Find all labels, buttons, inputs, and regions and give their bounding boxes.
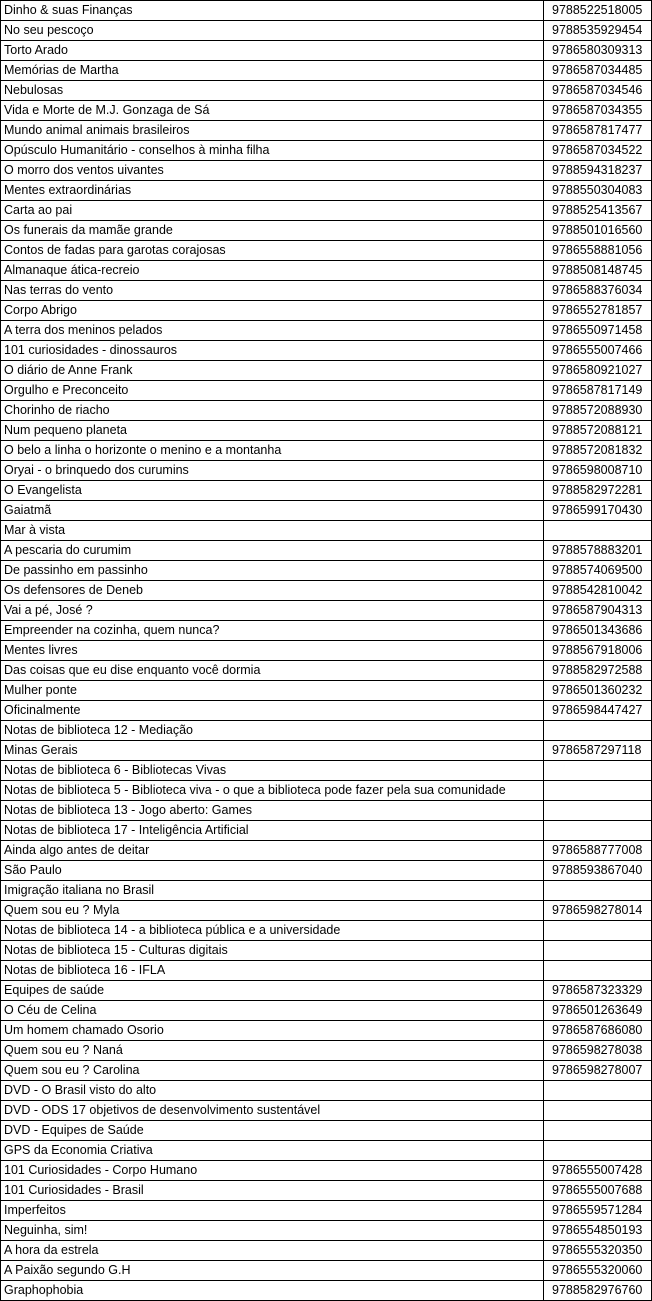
table-row <box>1 481 652 501</box>
isbn-cell[interactable]: 9786580309313 <box>544 41 652 61</box>
table-row <box>1 21 652 41</box>
table-row <box>1 321 652 341</box>
table-row <box>1 601 652 621</box>
book-title-cell[interactable]: Mar à vista <box>1 521 544 541</box>
book-title-cell[interactable]: Notas de biblioteca 16 - IFLA <box>1 961 544 981</box>
book-title-cell[interactable]: Mentes livres <box>1 641 544 661</box>
book-title-cell[interactable]: A pescaria do curumim <box>1 541 544 561</box>
table-row <box>1 801 652 821</box>
book-title-cell[interactable]: O Evangelista <box>1 481 544 501</box>
isbn-cell[interactable]: 9786588376034 <box>544 281 652 301</box>
table-row <box>1 361 652 381</box>
isbn-cell[interactable]: 9788525413567 <box>544 201 652 221</box>
isbn-cell[interactable]: 9788574069500 <box>544 561 652 581</box>
isbn-cell[interactable]: 9786552781857 <box>544 301 652 321</box>
book-title-cell[interactable]: Num pequeno planeta <box>1 421 544 441</box>
book-title-cell[interactable]: Opúsculo Humanitário - conselhos à minha filha <box>1 141 544 161</box>
book-title-cell[interactable]: Vai a pé, José ? <box>1 601 544 621</box>
book-title-cell[interactable]: Almanaque ática-recreio <box>1 261 544 281</box>
book-title-cell[interactable]: Oryai - o brinquedo dos curumins <box>1 461 544 481</box>
table-row <box>1 661 652 681</box>
isbn-cell[interactable]: 9788582972588 <box>544 661 652 681</box>
table-row <box>1 221 652 241</box>
table-row <box>1 61 652 81</box>
table-row <box>1 701 652 721</box>
isbn-cell[interactable]: 9786580921027 <box>544 361 652 381</box>
book-title-cell[interactable]: O diário de Anne Frank <box>1 361 544 381</box>
table-row <box>1 41 652 61</box>
table-row <box>1 921 652 941</box>
table-row <box>1 781 652 801</box>
table-row <box>1 121 652 141</box>
table-row <box>1 681 652 701</box>
table-row <box>1 621 652 641</box>
isbn-cell[interactable]: 9786587686080 <box>544 1021 652 1041</box>
book-title-cell[interactable]: Minas Gerais <box>1 741 544 761</box>
isbn-cell[interactable] <box>544 801 652 821</box>
isbn-cell[interactable] <box>544 1101 652 1121</box>
table-row <box>1 301 652 321</box>
table-row <box>1 281 652 301</box>
book-title-cell[interactable]: 101 curiosidades - dinossauros <box>1 341 544 361</box>
table-row <box>1 821 652 841</box>
isbn-cell[interactable]: 9788522518005 <box>544 1 652 21</box>
book-title-cell[interactable]: Equipes de saúde <box>1 981 544 1001</box>
book-title-cell[interactable]: Mulher ponte <box>1 681 544 701</box>
table-row <box>1 341 652 361</box>
isbn-cell[interactable]: 9788572088121 <box>544 421 652 441</box>
table-row <box>1 581 652 601</box>
table-row <box>1 461 652 481</box>
book-title-cell[interactable]: Notas de biblioteca 15 - Culturas digitais <box>1 941 544 961</box>
book-title-cell[interactable]: DVD - O Brasil visto do alto <box>1 1081 544 1101</box>
isbn-cell[interactable] <box>544 961 652 981</box>
table-row <box>1 521 652 541</box>
table-row <box>1 941 652 961</box>
isbn-cell[interactable]: 9786501263649 <box>544 1001 652 1021</box>
book-title-cell[interactable]: Chorinho de riacho <box>1 401 544 421</box>
isbn-cell[interactable]: 9786587297118 <box>544 741 652 761</box>
isbn-cell[interactable]: 9786555320350 <box>544 1241 652 1261</box>
isbn-cell[interactable]: 9786587817477 <box>544 121 652 141</box>
book-title-cell[interactable]: Torto Arado <box>1 41 544 61</box>
book-title-cell[interactable]: Notas de biblioteca 12 - Mediação <box>1 721 544 741</box>
isbn-cell[interactable] <box>544 761 652 781</box>
table-row <box>1 261 652 281</box>
book-title-cell[interactable]: 101 Curiosidades - Corpo Humano <box>1 1161 544 1181</box>
isbn-cell[interactable]: 9788501016560 <box>544 221 652 241</box>
book-title-cell[interactable]: Gaiatmã <box>1 501 544 521</box>
isbn-cell[interactable]: 9788593867040 <box>544 861 652 881</box>
table-row <box>1 1061 652 1081</box>
book-title-cell[interactable]: Notas de biblioteca 17 - Inteligência Artificial <box>1 821 544 841</box>
book-title-cell[interactable]: Quem sou eu ? Naná <box>1 1041 544 1061</box>
book-title-cell[interactable]: Dinho & suas Finanças <box>1 1 544 21</box>
book-title-cell[interactable]: Um homem chamado Osorio <box>1 1021 544 1041</box>
table-row <box>1 1121 652 1141</box>
table-row <box>1 1 652 21</box>
table-row <box>1 441 652 461</box>
book-title-cell[interactable]: Notas de biblioteca 5 - Biblioteca viva - o que a biblioteca pode fazer pela sua comunidade <box>1 781 544 801</box>
isbn-cell[interactable]: 9786599170430 <box>544 501 652 521</box>
isbn-cell[interactable]: 9786559571284 <box>544 1201 652 1221</box>
table-row <box>1 101 652 121</box>
table-row <box>1 1001 652 1021</box>
book-title-cell[interactable]: Notas de biblioteca 6 - Bibliotecas Vivas <box>1 761 544 781</box>
table-row <box>1 161 652 181</box>
book-title-cell[interactable]: Quem sou eu ? Carolina <box>1 1061 544 1081</box>
isbn-cell[interactable]: 9786587034355 <box>544 101 652 121</box>
book-title-cell[interactable]: DVD - ODS 17 objetivos de desenvolvimento sustentável <box>1 1101 544 1121</box>
book-title-cell[interactable]: Das coisas que eu dise enquanto você dormia <box>1 661 544 681</box>
isbn-cell[interactable]: 9788567918006 <box>544 641 652 661</box>
book-title-cell[interactable]: Os defensores de Deneb <box>1 581 544 601</box>
book-title-cell[interactable]: A terra dos meninos pelados <box>1 321 544 341</box>
isbn-cell[interactable]: 9788582976760 <box>544 1281 652 1301</box>
table-row <box>1 981 652 1001</box>
isbn-cell[interactable]: 9786588777008 <box>544 841 652 861</box>
table-row <box>1 561 652 581</box>
table-row <box>1 541 652 561</box>
book-title-cell[interactable]: Imigração italiana no Brasil <box>1 881 544 901</box>
isbn-cell[interactable]: 9788542810042 <box>544 581 652 601</box>
table-row <box>1 721 652 741</box>
book-title-cell[interactable]: Neguinha, sim! <box>1 1221 544 1241</box>
isbn-cell[interactable]: 9786501360232 <box>544 681 652 701</box>
table-row <box>1 901 652 921</box>
isbn-cell[interactable] <box>544 521 652 541</box>
book-title-cell[interactable]: O belo a linha o horizonte o menino e a montanha <box>1 441 544 461</box>
book-title-cell[interactable]: O Céu de Celina <box>1 1001 544 1021</box>
isbn-cell[interactable]: 9788578883201 <box>544 541 652 561</box>
isbn-cell[interactable]: 9786550971458 <box>544 321 652 341</box>
book-title-cell[interactable]: Notas de biblioteca 13 - Jogo aberto: Games <box>1 801 544 821</box>
table-row <box>1 1201 652 1221</box>
isbn-cell[interactable] <box>544 721 652 741</box>
table-row <box>1 1281 652 1301</box>
table-row <box>1 761 652 781</box>
book-title-cell[interactable]: Imperfeitos <box>1 1201 544 1221</box>
book-title-cell[interactable]: Vida e Morte de M.J. Gonzaga de Sá <box>1 101 544 121</box>
isbn-cell[interactable]: 9786558881056 <box>544 241 652 261</box>
isbn-cell[interactable]: 9788550304083 <box>544 181 652 201</box>
book-title-cell[interactable]: O morro dos ventos uivantes <box>1 161 544 181</box>
isbn-cell[interactable]: 9788572081832 <box>544 441 652 461</box>
book-title-cell[interactable]: No seu pescoço <box>1 21 544 41</box>
isbn-cell[interactable]: 9788535929454 <box>544 21 652 41</box>
isbn-cell[interactable]: 9786598278014 <box>544 901 652 921</box>
book-title-cell[interactable]: De passinho em passinho <box>1 561 544 581</box>
isbn-cell[interactable]: 9786555007466 <box>544 341 652 361</box>
table-row <box>1 641 652 661</box>
isbn-cell[interactable] <box>544 1121 652 1141</box>
isbn-cell[interactable]: 9786554850193 <box>544 1221 652 1241</box>
isbn-cell[interactable]: 9786598278007 <box>544 1061 652 1081</box>
table-row <box>1 81 652 101</box>
isbn-cell[interactable] <box>544 781 652 801</box>
table-row <box>1 1081 652 1101</box>
table-row <box>1 1261 652 1281</box>
book-title-cell[interactable]: Nebulosas <box>1 81 544 101</box>
isbn-cell[interactable] <box>544 1081 652 1101</box>
isbn-cell[interactable]: 9788572088930 <box>544 401 652 421</box>
book-title-cell[interactable]: Notas de biblioteca 14 - a biblioteca pública e a universidade <box>1 921 544 941</box>
book-title-cell[interactable]: Oficinalmente <box>1 701 544 721</box>
isbn-cell[interactable]: 9786587034522 <box>544 141 652 161</box>
table-row <box>1 861 652 881</box>
isbn-cell[interactable]: 9786587034485 <box>544 61 652 81</box>
book-title-cell[interactable]: GPS da Economia Criativa <box>1 1141 544 1161</box>
table-row <box>1 1221 652 1241</box>
table-row <box>1 1021 652 1041</box>
table-row <box>1 181 652 201</box>
book-title-cell[interactable]: 101 Curiosidades - Brasil <box>1 1181 544 1201</box>
book-title-cell[interactable]: Nas terras do vento <box>1 281 544 301</box>
book-title-cell[interactable]: A Paixão segundo G.H <box>1 1261 544 1281</box>
table-row <box>1 881 652 901</box>
book-title-cell[interactable]: Memórias de Martha <box>1 61 544 81</box>
book-title-cell[interactable]: Quem sou eu ? Myla <box>1 901 544 921</box>
isbn-cell[interactable] <box>544 821 652 841</box>
isbn-cell[interactable] <box>544 1141 652 1161</box>
isbn-cell[interactable]: 9786587904313 <box>544 601 652 621</box>
table-row <box>1 961 652 981</box>
table-body <box>1 1 652 1301</box>
table-row <box>1 841 652 861</box>
isbn-cell[interactable]: 9786555007428 <box>544 1161 652 1181</box>
book-title-cell[interactable]: Graphophobia <box>1 1281 544 1301</box>
isbn-cell[interactable] <box>544 941 652 961</box>
isbn-cell[interactable]: 9786555007688 <box>544 1181 652 1201</box>
table-row <box>1 201 652 221</box>
isbn-cell[interactable]: 9786598278038 <box>544 1041 652 1061</box>
table-row <box>1 1181 652 1201</box>
table-row <box>1 501 652 521</box>
table-row <box>1 141 652 161</box>
isbn-cell[interactable]: 9788508148745 <box>544 261 652 281</box>
table-row <box>1 401 652 421</box>
isbn-cell[interactable]: 9786598447427 <box>544 701 652 721</box>
isbn-cell[interactable]: 9788594318237 <box>544 161 652 181</box>
book-title-cell[interactable]: Ainda algo antes de deitar <box>1 841 544 861</box>
table-row <box>1 741 652 761</box>
isbn-cell[interactable]: 9786555320060 <box>544 1261 652 1281</box>
isbn-cell[interactable]: 9786587034546 <box>544 81 652 101</box>
isbn-cell[interactable]: 9786501343686 <box>544 621 652 641</box>
book-title-cell[interactable]: A hora da estrela <box>1 1241 544 1261</box>
book-title-cell[interactable]: Os funerais da mamãe grande <box>1 221 544 241</box>
isbn-cell[interactable] <box>544 921 652 941</box>
isbn-cell[interactable]: 9786598008710 <box>544 461 652 481</box>
book-title-cell[interactable]: Mentes extraordinárias <box>1 181 544 201</box>
table-row <box>1 421 652 441</box>
book-title-cell[interactable]: DVD - Equipes de Saúde <box>1 1121 544 1141</box>
book-title-cell[interactable]: Mundo animal animais brasileiros <box>1 121 544 141</box>
book-title-cell[interactable]: Orgulho e Preconceito <box>1 381 544 401</box>
book-title-cell[interactable]: São Paulo <box>1 861 544 881</box>
book-title-cell[interactable]: Empreender na cozinha, quem nunca? <box>1 621 544 641</box>
table-row <box>1 1161 652 1181</box>
table-row <box>1 241 652 261</box>
table-row <box>1 1041 652 1061</box>
table-row <box>1 381 652 401</box>
book-title-cell[interactable]: Corpo Abrigo <box>1 301 544 321</box>
isbn-cell[interactable]: 9786587323329 <box>544 981 652 1001</box>
book-title-cell[interactable]: Contos de fadas para garotas corajosas <box>1 241 544 261</box>
book-title-cell[interactable]: Carta ao pai <box>1 201 544 221</box>
isbn-cell[interactable] <box>544 881 652 901</box>
table-row <box>1 1101 652 1121</box>
isbn-cell[interactable]: 9788582972281 <box>544 481 652 501</box>
table-row <box>1 1141 652 1161</box>
table-row <box>1 1241 652 1261</box>
isbn-cell[interactable]: 9786587817149 <box>544 381 652 401</box>
